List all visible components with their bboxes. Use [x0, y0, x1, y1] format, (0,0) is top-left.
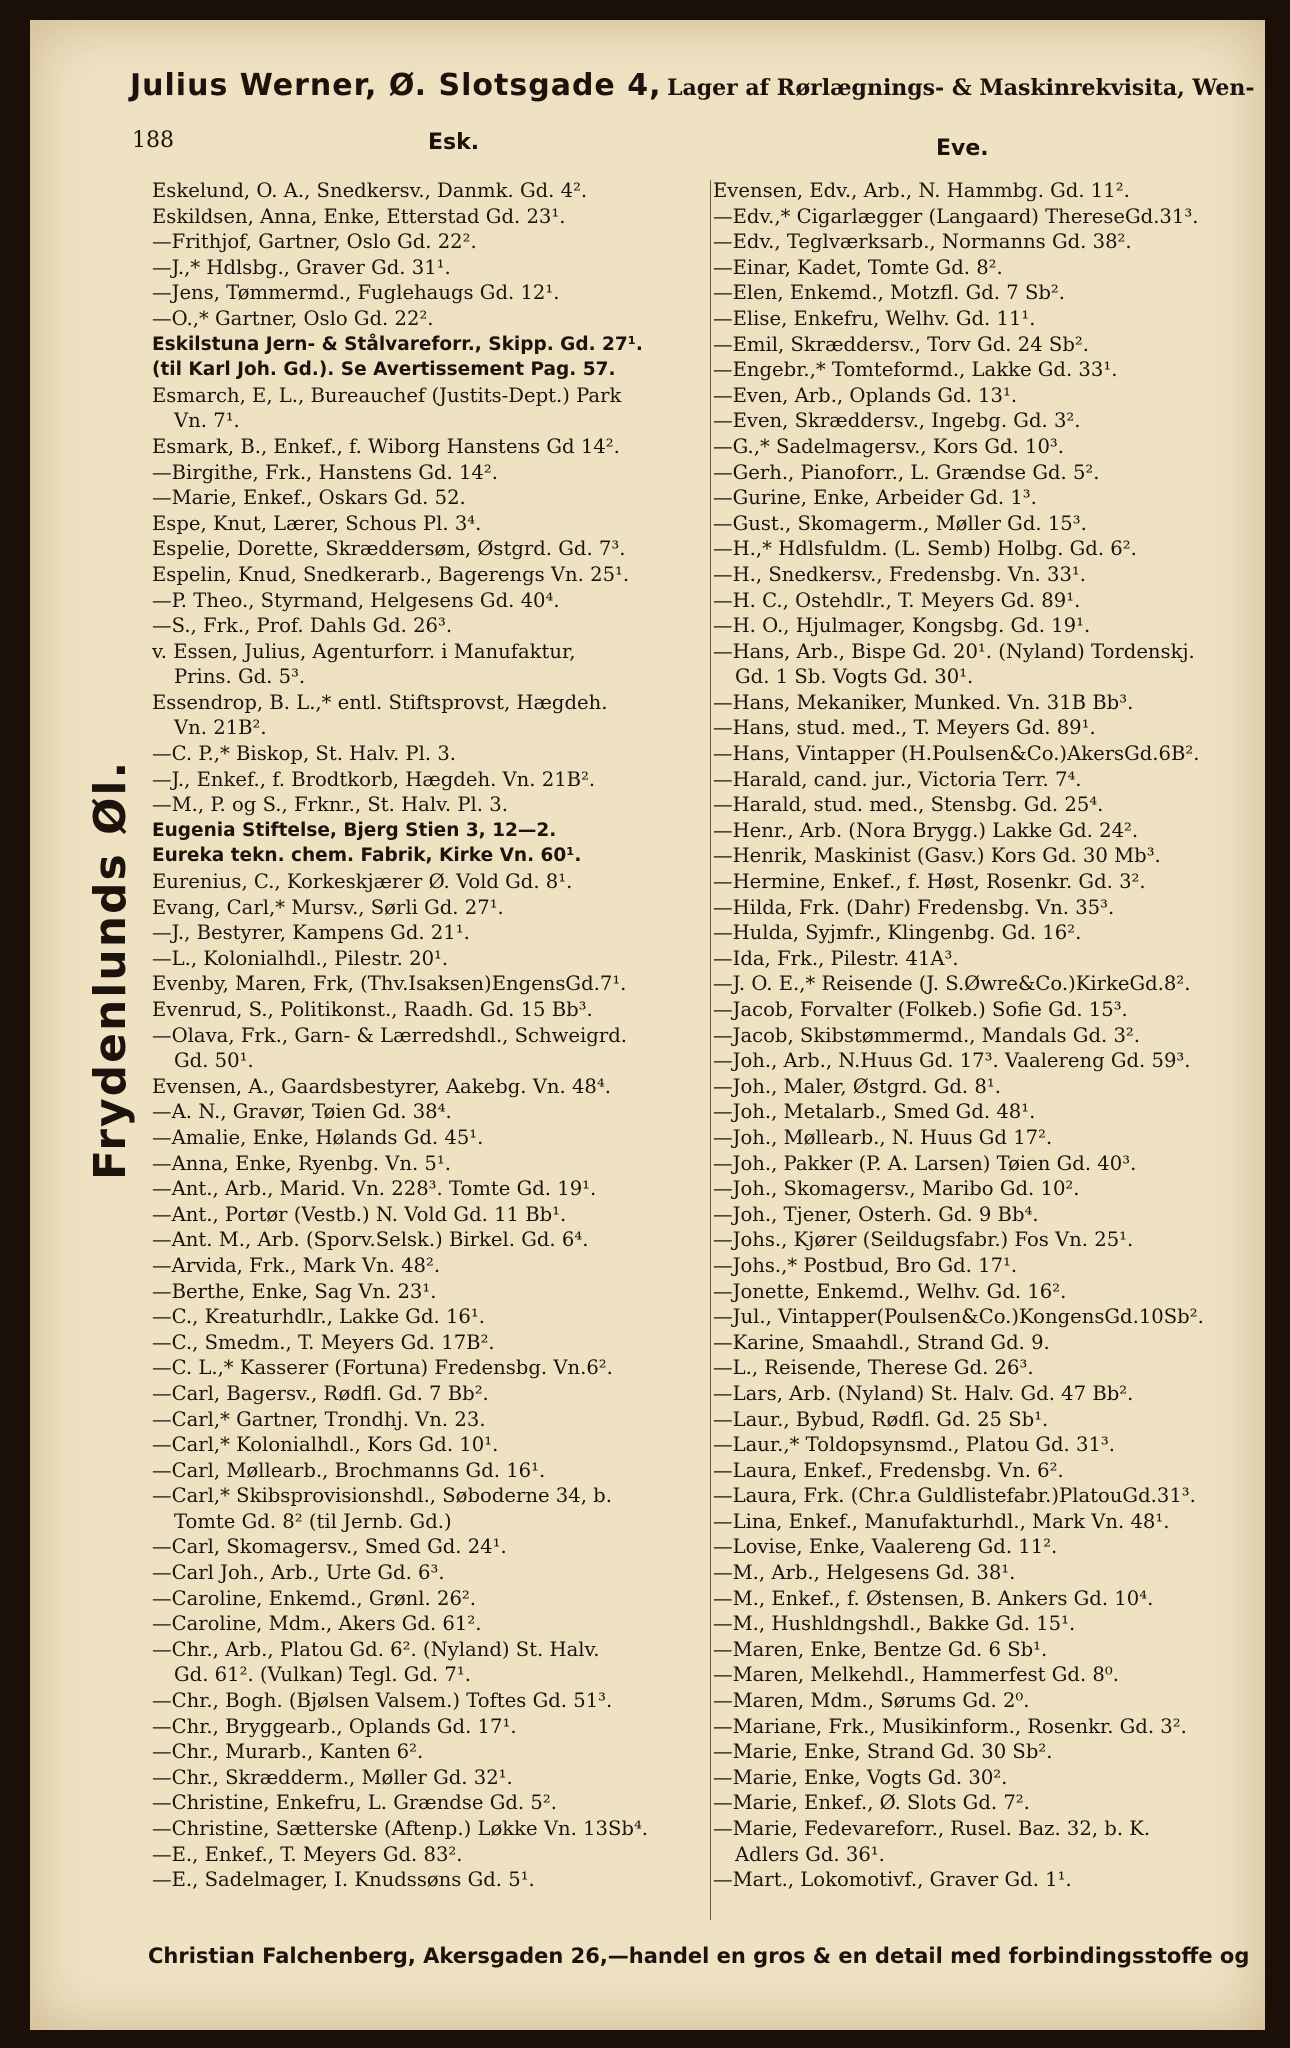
- entry-text: —C., Kreaturhdlr., Lakke Gd. 16¹.: [152, 1305, 485, 1329]
- entry-text: —Hermine, Enkef., f. Høst, Rosenkr. Gd. 3².: [713, 870, 1146, 894]
- entry-text: —Henr., Arb. (Nora Brygg.) Lakke Gd. 24².: [713, 818, 1139, 842]
- entry-text: Esmarch, E, L., Bureauchef (Justits-Dept.) Park: [152, 383, 622, 407]
- directory-entry: [713, 408, 1258, 434]
- directory-entry: [713, 1330, 1258, 1356]
- directory-entry: [713, 1279, 1258, 1305]
- directory-entry: [713, 1509, 1258, 1535]
- entry-text: —J. O. E.,* Reisende (J. S.Øwre&Co.)KirkeGd.8².: [713, 972, 1191, 996]
- entry-text: —Laur.,* Toldopsynsmd., Platou Gd. 31³.: [713, 1433, 1116, 1457]
- entry-text: —Henrik, Maskinist (Gasv.) Kors Gd. 30 Mb³.: [713, 844, 1161, 868]
- directory-entry: [713, 332, 1258, 358]
- entry-continuation: Gd. 50¹.: [174, 1049, 254, 1073]
- directory-entry: [713, 1688, 1258, 1714]
- entry-text: —Carl,* Skibsprovisionshdl., Søboderne 34, b.: [152, 1484, 612, 1508]
- directory-entry: [713, 178, 1258, 204]
- entry-text: —Joh., Tjener, Osterh. Gd. 9 Bb⁴.: [713, 1202, 1039, 1226]
- entry-text: Eskilstuna Jern- & Stålvareforr., Skipp. Gd. 27¹.: [152, 333, 643, 355]
- entry-text: —Joh., Maler, Østgrd. Gd. 8¹.: [713, 1074, 1001, 1098]
- entry-text: —Harald, cand. jur., Victoria Terr. 7⁴.: [713, 767, 1082, 791]
- entry-text: —Mart., Lokomotivf., Graver Gd. 1¹.: [713, 1868, 1072, 1892]
- entry-text: —L., Reisende, Therese Gd. 26³.: [713, 1356, 1034, 1380]
- directory-entry: [713, 460, 1258, 486]
- directory-entry: [152, 1688, 707, 1714]
- entry-text: —Anna, Enke, Ryenbg. Vn. 5¹.: [152, 1151, 451, 1175]
- entry-text: —Joh., Møllearb., N. Huus Gd 17².: [713, 1125, 1053, 1149]
- entry-text: Evenrud, S., Politikonst., Raadh. Gd. 15 Bb³.: [152, 998, 593, 1021]
- directory-entry: [713, 843, 1258, 869]
- entry-text: —P. Theo., Styrmand, Helgesens Gd. 40⁴.: [152, 588, 560, 612]
- entry-continuation: Prins. Gd. 5³.: [174, 665, 306, 689]
- directory-entry: [152, 1816, 707, 1842]
- directory-entry: [152, 818, 707, 844]
- directory-entry: [713, 511, 1258, 537]
- entry-text: —Emil, Skræddersv., Torv Gd. 24 Sb².: [713, 332, 1089, 356]
- entry-text: —Maren, Melkehdl., Hammerfest Gd. 8⁰.: [713, 1663, 1119, 1687]
- entry-text: Espelie, Dorette, Skræddersøm, Østgrd. Gd. 7³.: [152, 537, 626, 561]
- directory-entry: [152, 306, 707, 332]
- directory-entry: [152, 1355, 707, 1381]
- entry-text: —Laura, Enkef., Fredensbg. Vn. 6².: [713, 1458, 1064, 1482]
- directory-entry: [713, 1534, 1258, 1560]
- entry-text: —Edv., Teglværksarb., Normanns Gd. 38².: [713, 230, 1132, 254]
- directory-page: [30, 20, 1265, 2030]
- directory-entry: [713, 1483, 1258, 1509]
- directory-entry: [152, 255, 707, 281]
- directory-entry: [152, 1151, 707, 1177]
- entry-text: —Jacob, Skibstømmermd., Mandals Gd. 3².: [713, 1023, 1140, 1047]
- directory-entry: [152, 1790, 707, 1816]
- entry-text: —Marie, Enkef., Ø. Slots Gd. 7².: [713, 1791, 1030, 1815]
- entry-text: Espe, Knut, Lærer, Schous Pl. 3⁴.: [152, 511, 482, 535]
- directory-entry: [713, 1637, 1258, 1663]
- directory-entry: [152, 1099, 707, 1125]
- page-number: 188: [132, 128, 174, 153]
- entry-text: —Amalie, Enke, Hølands Gd. 45¹.: [152, 1125, 484, 1149]
- entry-text: —Lina, Enkef., Manufakturhdl., Mark Vn. 48¹.: [713, 1509, 1170, 1533]
- directory-entry: [152, 1176, 707, 1202]
- directory-entry: [713, 1739, 1258, 1765]
- directory-entry: [713, 536, 1258, 562]
- directory-entry: [713, 1304, 1258, 1330]
- entry-text: —Joh., Pakker (P. A. Larsen) Tøien Gd. 40³.: [713, 1151, 1137, 1175]
- entry-text: —Johs., Kjører (Seildugsfabr.) Fos Vn. 25¹.: [713, 1228, 1134, 1252]
- directory-entry: [152, 536, 707, 562]
- entry-text: —Johs.,* Postbud, Bro Gd. 17¹.: [713, 1253, 1018, 1277]
- entry-text: —C. L.,* Kasserer (Fortuna) Fredensbg. Vn.6².: [152, 1356, 613, 1380]
- entry-text: —H.,* Hdlsfuldm. (L. Semb) Holbg. Gd. 6².: [713, 537, 1137, 561]
- directory-entry: [152, 1023, 707, 1074]
- entry-text: —Maren, Enke, Bentze Gd. 6 Sb¹.: [713, 1637, 1048, 1661]
- entry-text: —Hans, Vintapper (H.Poulsen&Co.)AkersGd.6B².: [713, 742, 1200, 766]
- directory-entry: [152, 639, 707, 690]
- directory-entry: [713, 1151, 1258, 1177]
- entry-text: —S., Frk., Prof. Dahls Gd. 26³.: [152, 614, 453, 638]
- directory-entry: [713, 1202, 1258, 1228]
- entry-text: —H., Snedkersv., Fredensbg. Vn. 33¹.: [713, 562, 1087, 586]
- entry-text: —Carl, Skomagersv., Smed Gd. 24¹.: [152, 1535, 507, 1559]
- entry-text: Essendrop, B. L.,* entl. Stiftsprovst, Hægdeh.: [152, 690, 608, 714]
- entry-text: —Gust., Skomagerm., Møller Gd. 15³.: [713, 511, 1087, 535]
- entry-text: —Even, Arb., Oplands Gd. 13¹.: [713, 383, 1018, 407]
- directory-entry: [713, 1816, 1258, 1867]
- entry-text: —C. P.,* Biskop, St. Halv. Pl. 3.: [152, 742, 457, 766]
- directory-entry: [713, 767, 1258, 793]
- directory-entry: [152, 562, 707, 588]
- entry-text: —Marie, Fedevareforr., Rusel. Baz. 32, b. K.: [713, 1817, 1151, 1840]
- entry-text: —Chr., Murarb., Kanten 6².: [152, 1740, 424, 1764]
- entry-text: Evang, Carl,* Mursv., Sørli Gd. 27¹.: [152, 895, 504, 919]
- directory-entry: [713, 383, 1258, 409]
- directory-entry: [152, 1714, 707, 1740]
- directory-entry: [713, 1432, 1258, 1458]
- directory-entry: [152, 1739, 707, 1765]
- entry-text: Esmark, B., Enkef., f. Wiborg Hanstens Gd 14².: [152, 434, 620, 458]
- entry-text: —Berthe, Enke, Sag Vn. 23¹.: [152, 1279, 437, 1303]
- directory-entry: [713, 434, 1258, 460]
- directory-entry: [713, 715, 1258, 741]
- entry-text: Evensen, Edv., Arb., N. Hammbg. Gd. 11².: [713, 179, 1130, 202]
- entry-text: —Chr., Skrædderm., Møller Gd. 32¹.: [152, 1765, 513, 1789]
- directory-entry: [152, 1253, 707, 1279]
- entry-text: —Christine, Enkefru, L. Grændse Gd. 5².: [152, 1791, 557, 1815]
- entry-text: —Hilda, Frk. (Dahr) Fredensbg. Vn. 35³.: [713, 895, 1115, 919]
- directory-entry: [152, 613, 707, 639]
- entry-text: —Hans, Arb., Bispe Gd. 20¹. (Nyland) Tordenskj.: [713, 639, 1195, 663]
- entry-text: —Karine, Smaahdl., Strand Gd. 9.: [713, 1330, 1050, 1354]
- directory-entry: [152, 767, 707, 793]
- directory-entry: [152, 229, 707, 255]
- entry-text: —Hulda, Syjmfr., Klingenbg. Gd. 16².: [713, 921, 1082, 945]
- entry-text: —H. O., Hjulmager, Kongsbg. Gd. 19¹.: [713, 614, 1091, 638]
- left-column: [152, 178, 707, 1893]
- directory-entry: [713, 895, 1258, 921]
- directory-entry: [152, 1637, 707, 1688]
- entry-text: —Carl, Møllearb., Brochmanns Gd. 16¹.: [152, 1458, 546, 1482]
- entry-text: —Marie, Enke, Vogts Gd. 30².: [713, 1765, 1008, 1789]
- entry-continuation: Tomte Gd. 8² (til Jernb. Gd.): [174, 1509, 452, 1533]
- entry-continuation: Adlers Gd. 36¹.: [735, 1842, 885, 1866]
- entry-text: —Christine, Sætterske (Aftenp.) Løkke Vn. 13Sb⁴.: [152, 1817, 649, 1840]
- entry-text: Evenby, Maren, Frk, (Thv.Isaksen)EngensGd.7¹.: [152, 972, 627, 996]
- directory-entry: [152, 971, 707, 997]
- directory-entry: [713, 1355, 1258, 1381]
- directory-entry: [152, 1125, 707, 1151]
- entry-text: —Olava, Frk., Garn- & Lærredshdl., Schweigrd.: [152, 1023, 627, 1047]
- right-column: [713, 178, 1258, 1893]
- directory-entry: [152, 1560, 707, 1586]
- directory-entry: [152, 1304, 707, 1330]
- directory-entry: [152, 383, 707, 434]
- column-divider: [710, 180, 711, 1920]
- entry-text: —A. N., Gravør, Tøien Gd. 38⁴.: [152, 1100, 452, 1124]
- header-advert: [130, 68, 1255, 103]
- directory-entry: [713, 485, 1258, 511]
- directory-entry: [713, 1560, 1258, 1586]
- directory-entry: [152, 178, 707, 204]
- entry-text: —Jonette, Enkemd., Welhv. Gd. 16².: [713, 1279, 1067, 1303]
- entry-text: —O.,* Gartner, Oslo Gd. 22².: [152, 306, 434, 330]
- entry-text: Eugenia Stiftelse, Bjerg Stien 3, 12—2.: [152, 819, 557, 841]
- directory-entry: [713, 229, 1258, 255]
- directory-entry: [152, 1867, 707, 1893]
- directory-entry: [713, 306, 1258, 332]
- directory-entry: [152, 1765, 707, 1791]
- entry-text: Eskildsen, Anna, Enke, Etterstad Gd. 23¹.: [152, 204, 566, 228]
- directory-entry: [713, 1099, 1258, 1125]
- entry-text: —Chr., Bryggearb., Oplands Gd. 17¹.: [152, 1714, 517, 1738]
- entry-text: —Birgithe, Frk., Hanstens Gd. 14².: [152, 460, 498, 484]
- entry-text: —Ant. M., Arb. (Sporv.Selsk.) Birkel. Gd. 6⁴.: [152, 1228, 589, 1252]
- directory-entry: [152, 280, 707, 306]
- entry-text: —Arvida, Frk., Mark Vn. 48².: [152, 1253, 441, 1277]
- directory-entry: [152, 460, 707, 486]
- directory-entry: [713, 1176, 1258, 1202]
- entry-text: v. Essen, Julius, Agenturforr. i Manufaktur,: [152, 639, 576, 663]
- directory-entry: [713, 869, 1258, 895]
- directory-entry: [152, 1432, 707, 1458]
- entry-continuation: Gd. 1 Sb. Vogts Gd. 30¹.: [735, 665, 974, 689]
- directory-entry: [152, 920, 707, 946]
- entry-text: —Lovise, Enke, Vaalereng Gd. 11².: [713, 1535, 1058, 1559]
- entry-text: —Joh., Skomagersv., Maribo Gd. 10².: [713, 1177, 1080, 1201]
- entry-text: —Carl,* Kolonialhdl., Kors Gd. 10¹.: [152, 1433, 499, 1457]
- directory-entry: [152, 1407, 707, 1433]
- directory-entry: [152, 485, 707, 511]
- directory-entry: [713, 818, 1258, 844]
- entry-text: —G.,* Sadelmagersv., Kors Gd. 10³.: [713, 434, 1065, 458]
- directory-entry: [713, 1253, 1258, 1279]
- side-advert: Frydenlunds Øl.: [85, 759, 136, 1180]
- entry-text: —Laur., Bybud, Rødfl. Gd. 25 Sb¹.: [713, 1407, 1049, 1431]
- directory-entry: [713, 920, 1258, 946]
- entry-text: —C., Smedm., T. Meyers Gd. 17B².: [152, 1330, 495, 1354]
- entry-text: —M., Hushldngshdl., Bakke Gd. 15¹.: [713, 1612, 1076, 1636]
- entry-text: —Harald, stud. med., Stensbg. Gd. 25⁴.: [713, 793, 1104, 817]
- entry-text: —Joh., Arb., N.Huus Gd. 17³. Vaalereng Gd. 59³.: [713, 1049, 1191, 1073]
- entry-text: Evensen, A., Gaardsbestyrer, Aakebg. Vn. 48⁴.: [152, 1074, 611, 1098]
- directory-entry: [152, 332, 707, 358]
- directory-entry: [713, 357, 1258, 383]
- directory-entry: [152, 1279, 707, 1305]
- directory-entry: [152, 997, 707, 1023]
- directory-entry: [152, 1074, 707, 1100]
- entry-text: —Jens, Tømmermd., Fuglehaugs Gd. 12¹.: [152, 281, 560, 305]
- directory-entry: [152, 1586, 707, 1612]
- directory-entry: [713, 1714, 1258, 1740]
- entry-text: Eurenius, C., Korkeskjærer Ø. Vold Gd. 8¹.: [152, 870, 573, 894]
- entry-text: —Elen, Enkemd., Motzfl. Gd. 7 Sb².: [713, 281, 1066, 305]
- directory-entry: [713, 690, 1258, 716]
- directory-entry: [713, 741, 1258, 767]
- entry-text: —Marie, Enke, Strand Gd. 30 Sb².: [713, 1740, 1053, 1764]
- entry-text: —Marie, Enkef., Oskars Gd. 52.: [152, 486, 466, 510]
- directory-entry: [152, 1458, 707, 1484]
- directory-entry: [713, 946, 1258, 972]
- directory-entry: [152, 895, 707, 921]
- entry-text: —Lars, Arb. (Nyland) St. Halv. Gd. 47 Bb².: [713, 1381, 1134, 1405]
- directory-entry: [713, 1662, 1258, 1688]
- entry-text: Eskelund, O. A., Snedkersv., Danmk. Gd. 4².: [152, 179, 588, 202]
- directory-entry: [713, 255, 1258, 281]
- directory-entry: [152, 588, 707, 614]
- entry-text: Espelin, Knud, Snedkerarb., Bagerengs Vn. 25¹.: [152, 562, 630, 586]
- directory-entry: [152, 1330, 707, 1356]
- directory-entry: [713, 1611, 1258, 1637]
- entry-text: —Jul., Vintapper(Poulsen&Co.)KongensGd.10Sb².: [713, 1305, 1204, 1329]
- directory-entry: [152, 843, 707, 869]
- entry-text: —M., Arb., Helgesens Gd. 38¹.: [713, 1561, 1016, 1585]
- entry-text: —Chr., Arb., Platou Gd. 6². (Nyland) St. Halv.: [152, 1637, 600, 1661]
- directory-entry: [713, 204, 1258, 230]
- entry-text: —Hans, Mekaniker, Munked. Vn. 31B Bb³.: [713, 690, 1134, 714]
- directory-entry: [713, 1458, 1258, 1484]
- entry-text: —Gerh., Pianoforr., L. Grændse Gd. 5².: [713, 460, 1100, 484]
- entry-text: —E., Enkef., T. Meyers Gd. 83².: [152, 1842, 463, 1866]
- directory-entry: [713, 1048, 1258, 1074]
- directory-entry: [713, 613, 1258, 639]
- entry-text: —Carl,* Gartner, Trondhj. Vn. 23.: [152, 1407, 486, 1431]
- directory-entry: [713, 1407, 1258, 1433]
- directory-entry: [713, 588, 1258, 614]
- entry-text: —Frithjof, Gartner, Oslo Gd. 22².: [152, 230, 477, 254]
- entry-text: —Carl, Bagersv., Rødfl. Gd. 7 Bb².: [152, 1381, 489, 1405]
- directory-entry: [713, 1765, 1258, 1791]
- directory-entry: [152, 434, 707, 460]
- footer-advert: Christian Falchenberg, Akersgaden 26,—handel en gros & en detail med forbindingsstoffe og: [148, 1944, 1250, 1968]
- entry-text: —Caroline, Enkemd., Grønl. 26².: [152, 1586, 477, 1610]
- entry-text: —J., Enkef., f. Brodtkorb, Hægdeh. Vn. 21B².: [152, 767, 596, 791]
- entry-text: —Caroline, Mdm., Akers Gd. 61².: [152, 1612, 482, 1636]
- directory-entry: [152, 946, 707, 972]
- right-keyword: Eve.: [936, 136, 989, 161]
- entry-text: —Ant., Portør (Vestb.) N. Vold Gd. 11 Bb¹.: [152, 1202, 567, 1226]
- entry-text: —Gurine, Enke, Arbeider Gd. 1³.: [713, 486, 1037, 510]
- header-advert-text: Lager af Rørlægnings- & Maskinrekvisita, Wen-: [667, 75, 1255, 101]
- entry-text: —Even, Skræddersv., Ingebg. Gd. 3².: [713, 409, 1081, 433]
- entry-text: —Chr., Bogh. (Bjølsen Valsem.) Toftes Gd. 51³.: [152, 1689, 613, 1713]
- directory-entry: [152, 1842, 707, 1868]
- entry-text: —J.,* Hdlsbg., Graver Gd. 31¹.: [152, 255, 451, 279]
- entry-text: —Carl Joh., Arb., Urte Gd. 6³.: [152, 1561, 445, 1585]
- entry-text: (til Karl Joh. Gd.). Se Avertissement Pag. 57.: [152, 359, 616, 381]
- directory-entry: [152, 1381, 707, 1407]
- entry-continuation: Vn. 21B².: [174, 716, 267, 740]
- directory-entry: [713, 792, 1258, 818]
- directory-entry: [152, 204, 707, 230]
- header-advertiser: Julius Werner, Ø. Slotsgade 4,: [130, 68, 662, 103]
- entry-text: —Elise, Enkefru, Welhv. Gd. 11¹.: [713, 306, 1036, 330]
- entry-text: —Hans, stud. med., T. Meyers Gd. 89¹.: [713, 716, 1096, 740]
- directory-entry: [713, 971, 1258, 997]
- entry-text: —Edv.,* Cigarlægger (Langaard) ThereseGd.31³.: [713, 204, 1199, 228]
- directory-entry: [713, 1381, 1258, 1407]
- directory-entry: [713, 1586, 1258, 1612]
- entry-continuation: Gd. 61². (Vulkan) Tegl. Gd. 7¹.: [174, 1663, 471, 1687]
- entry-text: Eureka tekn. chem. Fabrik, Kirke Vn. 60¹.: [152, 845, 582, 867]
- directory-entry: [152, 1202, 707, 1228]
- entry-text: —E., Sadelmager, I. Knudssøns Gd. 5¹.: [152, 1868, 535, 1892]
- directory-entry: [152, 1227, 707, 1253]
- directory-entry: [152, 690, 707, 741]
- entry-text: —Jacob, Forvalter (Folkeb.) Sofie Gd. 15³.: [713, 998, 1128, 1021]
- directory-entry: [713, 1023, 1258, 1049]
- directory-entry: [713, 562, 1258, 588]
- entry-text: —H. C., Ostehdlr., T. Meyers Gd. 89¹.: [713, 588, 1081, 612]
- left-keyword: Esk.: [428, 130, 480, 155]
- directory-entry: [152, 1483, 707, 1534]
- directory-entry: [152, 357, 707, 383]
- entry-text: —J., Bestyrer, Kampens Gd. 21¹.: [152, 921, 470, 945]
- directory-entry: [152, 869, 707, 895]
- entry-text: —Maren, Mdm., Sørums Gd. 2⁰.: [713, 1689, 1030, 1713]
- directory-entry: [713, 997, 1258, 1023]
- directory-entry: [713, 639, 1258, 690]
- directory-entry: [713, 1074, 1258, 1100]
- directory-entry: [152, 1534, 707, 1560]
- entry-text: —Einar, Kadet, Tomte Gd. 8².: [713, 255, 1003, 279]
- directory-entry: [152, 741, 707, 767]
- directory-entry: [152, 1611, 707, 1637]
- directory-entry: [713, 1790, 1258, 1816]
- entry-text: —M., Enkef., f. Østensen, B. Ankers Gd. 10⁴.: [713, 1586, 1154, 1610]
- entry-text: —M., P. og S., Frknr., St. Halv. Pl. 3.: [152, 793, 508, 817]
- directory-entry: [713, 280, 1258, 306]
- directory-entry: [713, 1227, 1258, 1253]
- entry-text: —Mariane, Frk., Musikinform., Rosenkr. Gd. 3².: [713, 1714, 1187, 1738]
- entry-text: —Engebr.,* Tomteformd., Lakke Gd. 33¹.: [713, 358, 1118, 382]
- entry-text: —Laura, Frk. (Chr.a Guldlistefabr.)PlatouGd.31³.: [713, 1484, 1196, 1508]
- entry-text: —L., Kolonialhdl., Pilestr. 20¹.: [152, 946, 449, 970]
- directory-entry: [713, 1867, 1258, 1893]
- entry-text: —Joh., Metalarb., Smed Gd. 48¹.: [713, 1100, 1036, 1124]
- entry-text: —Ida, Frk., Pilestr. 41A³.: [713, 946, 959, 970]
- entry-continuation: Vn. 7¹.: [174, 409, 240, 433]
- directory-entry: [152, 511, 707, 537]
- directory-entry: [152, 792, 707, 818]
- entry-text: —Ant., Arb., Marid. Vn. 228³. Tomte Gd. 19¹.: [152, 1177, 597, 1201]
- directory-entry: [713, 1125, 1258, 1151]
